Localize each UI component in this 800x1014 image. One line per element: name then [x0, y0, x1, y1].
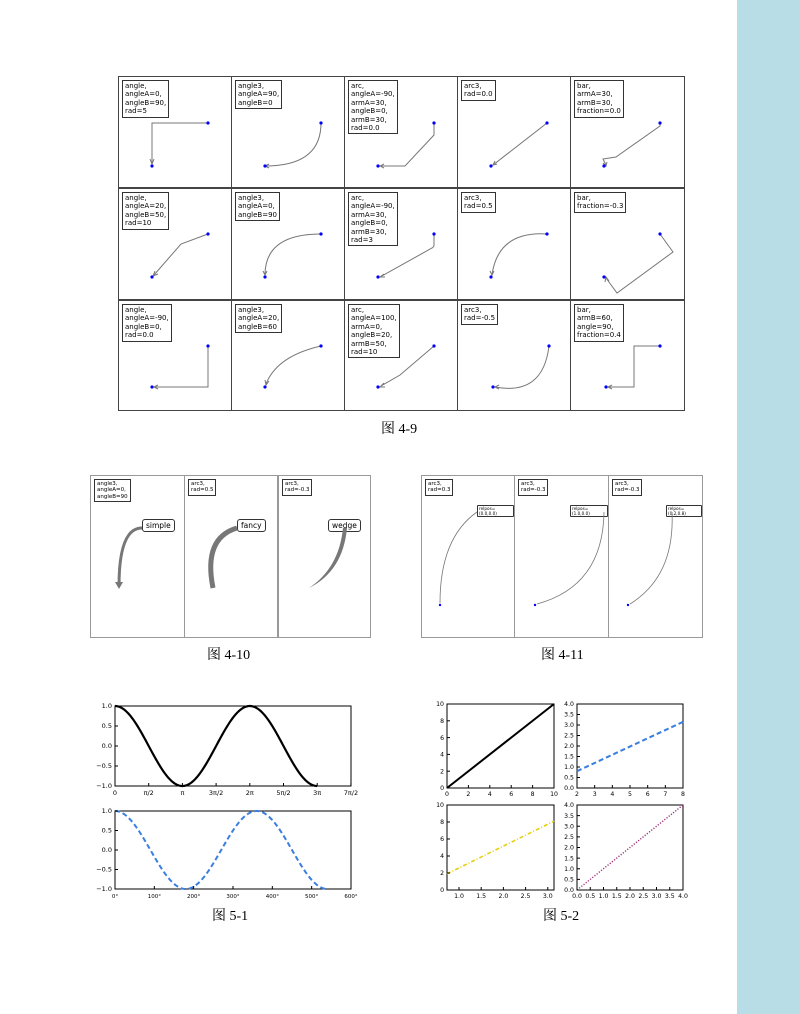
figure-caption: 图 5-1 — [212, 909, 249, 924]
x-tick-label: 1.5 — [611, 893, 622, 900]
x-tick-label: 7 — [663, 791, 668, 798]
x-tick-label: 0° — [111, 894, 119, 900]
subplot-bottom-left — [436, 802, 554, 900]
y-tick-label: 2.5 — [564, 732, 574, 740]
connection-panel-4 — [457, 76, 572, 188]
connection-panel-3 — [344, 76, 459, 188]
y-tick-label: 1.5 — [564, 753, 574, 761]
connection-style-label: arc3, rad=0.3 — [425, 479, 453, 496]
connection-arrow — [458, 301, 571, 410]
x-tick-label: 2.0 — [498, 893, 509, 900]
connection-arrow — [571, 77, 684, 187]
connection-panel-1 — [118, 76, 233, 188]
y-tick-label: 0 — [440, 785, 444, 793]
y-tick-label: 8 — [440, 718, 444, 725]
y-tick-label: 0.5 — [564, 876, 574, 884]
y-tick-label: 2 — [440, 768, 444, 776]
y-tick-label: 0.5 — [564, 774, 574, 782]
connection-panel-5 — [570, 76, 685, 188]
y-tick-label: 4.0 — [564, 701, 574, 709]
y-tick-label: 0.0 — [564, 887, 574, 895]
x-tick-label: 2.5 — [520, 893, 531, 900]
connection-panel-13 — [344, 300, 459, 411]
relpos-arrow — [515, 476, 608, 637]
y-tick-label: 0.0 — [101, 846, 112, 855]
y-tick-label: −1.0 — [96, 782, 112, 791]
y-tick-label: 1.0 — [101, 702, 112, 711]
x-tick-label: 200° — [187, 894, 201, 900]
side-strip — [737, 0, 800, 1014]
figure-caption: 图 4-11 — [541, 648, 584, 663]
x-tick-label: 3.0 — [542, 893, 553, 900]
connection-style-label: arc, angleA=-90, armA=30, angleB=0, armB=30, rad=3 — [348, 192, 398, 246]
x-tick-label: 4.0 — [678, 893, 688, 900]
subplot-bottom-right — [564, 802, 688, 900]
arrow-style-panel-wedge — [278, 475, 371, 638]
x-tick-label: 1.0 — [598, 893, 609, 900]
relpos-panel-1 — [421, 475, 515, 638]
connection-panel-14 — [457, 300, 572, 411]
connection-style-label: angle3, angleA=0, angleB=90 — [94, 479, 131, 502]
connection-arrow — [458, 77, 571, 187]
connection-style-label: arc, angleA=100, armA=0, angleB=20, armB=50, rad=10 — [348, 304, 400, 358]
connection-panel-15 — [570, 300, 685, 411]
y-tick-label: 0.0 — [101, 742, 112, 751]
x-tick-label: 500° — [305, 894, 319, 900]
data-line — [447, 704, 554, 788]
x-tick-label: 0 — [445, 791, 449, 798]
axes-frame — [447, 805, 554, 890]
y-tick-label: 10 — [436, 701, 444, 709]
relpos-panel-3 — [608, 475, 703, 638]
connection-arrow — [571, 189, 684, 299]
figure-caption: 图 5-2 — [543, 909, 580, 924]
y-tick-label: 0.5 — [101, 826, 112, 835]
relpos-arrow — [422, 476, 514, 637]
x-tick-label: 7π/2 — [343, 789, 359, 797]
x-tick-label: 4 — [487, 791, 492, 798]
data-line — [447, 821, 554, 874]
x-tick-label: 3.5 — [664, 893, 675, 900]
connection-arrow — [345, 189, 458, 299]
y-tick-label: 2 — [440, 870, 444, 878]
y-tick-label: 3.0 — [564, 823, 574, 831]
simple-arrow — [91, 476, 184, 637]
x-tick-label: 1.5 — [476, 893, 487, 900]
connection-panel-2 — [231, 76, 346, 188]
fancy-arrow — [185, 476, 277, 637]
x-tick-label: 3 — [592, 791, 597, 798]
y-tick-label: 4 — [440, 853, 444, 861]
connection-arrow — [232, 77, 345, 187]
relpos-tag: relpos=(1.0,0.0) — [570, 505, 608, 517]
x-tick-label: 2.0 — [625, 893, 635, 900]
figure-5-2-plots — [425, 697, 700, 909]
x-tick-label: 2π — [245, 789, 254, 797]
x-tick-label: 3.0 — [651, 893, 662, 900]
figure-caption: 图 4-10 — [207, 648, 251, 663]
y-tick-label: 1.0 — [101, 807, 112, 816]
y-tick-label: 3.5 — [564, 812, 574, 820]
connection-panel-9 — [457, 188, 572, 300]
connection-panel-10 — [570, 188, 685, 300]
connection-style-label: angle, angleA=-90, angleB=0, rad=0.0 — [122, 304, 172, 342]
x-tick-label: 6 — [509, 791, 514, 798]
y-tick-label: 4.0 — [564, 802, 574, 810]
arrow-tag: wedge — [328, 519, 361, 532]
connection-style-label: bar, armB=60, angle=90, fraction=0.4 — [574, 304, 624, 342]
connection-style-label: arc3, rad=-0.5 — [461, 304, 498, 325]
x-tick-label: 3π/2 — [208, 789, 224, 797]
relpos-tag: relpos=(0.0,0.0) — [477, 505, 514, 517]
y-tick-label: 3.5 — [564, 711, 574, 719]
connection-arrow — [345, 77, 458, 187]
connection-arrow — [119, 301, 232, 410]
y-tick-label: 3.0 — [564, 722, 574, 730]
y-tick-label: 6 — [440, 734, 444, 742]
connection-style-label: arc3, rad=0.5 — [461, 192, 496, 213]
axes-bottom — [115, 811, 351, 889]
connection-arrow — [458, 189, 571, 299]
y-tick-label: 2.5 — [564, 834, 574, 842]
subplot-top-right — [564, 701, 685, 798]
y-tick-label: 0 — [440, 887, 444, 895]
connection-arrow — [232, 301, 345, 410]
connection-arrow — [232, 189, 345, 299]
x-tick-label: 6 — [645, 791, 650, 798]
y-tick-label: 1.5 — [564, 855, 574, 863]
connection-panel-12 — [231, 300, 346, 411]
y-tick-label: 2.0 — [564, 844, 574, 852]
arrow-style-panel-simple — [90, 475, 185, 638]
connection-panel-7 — [231, 188, 346, 300]
x-tick-label: 10 — [550, 791, 558, 798]
connection-panel-8 — [344, 188, 459, 300]
x-tick-label: 2.5 — [638, 893, 649, 900]
subplot-top-left — [436, 701, 558, 798]
top-x-ticks — [113, 783, 358, 797]
x-tick-label: 600° — [344, 894, 358, 900]
connection-style-label: arc3, rad=0.0 — [461, 80, 496, 101]
connection-arrow — [119, 189, 232, 299]
connection-panel-6 — [118, 188, 233, 300]
y-tick-label: 0.0 — [564, 785, 574, 793]
y-tick-label: 10 — [436, 802, 444, 810]
connection-panel-11 — [118, 300, 233, 411]
x-tick-label: π/2 — [143, 789, 154, 797]
arrow-tag: fancy — [237, 519, 266, 532]
connection-style-label: arc3, rad=-0.3 — [612, 479, 642, 496]
y-tick-label: 6 — [440, 836, 444, 844]
y-tick-label: 2.0 — [564, 743, 574, 751]
x-tick-label: 5π/2 — [276, 789, 291, 797]
y-tick-label: 8 — [440, 819, 444, 827]
arrow-style-panel-fancy — [184, 475, 278, 638]
x-tick-label: 5 — [628, 791, 632, 798]
x-tick-label: π — [180, 789, 185, 797]
relpos-tag: relpos=(0.2,0.8) — [666, 505, 702, 517]
connection-arrow — [119, 77, 232, 187]
x-tick-label: 0.0 — [572, 893, 582, 900]
figure-caption: 图 4-9 — [381, 422, 418, 437]
connection-style-label: bar, fraction=-0.3 — [574, 192, 626, 213]
connection-style-label: arc, angleA=-90, armA=30, angleB=0, armB=30, rad=0.0 — [348, 80, 398, 134]
cosine-line — [115, 706, 317, 786]
wedge-arrow — [279, 476, 370, 637]
y-tick-label: 1.0 — [564, 764, 574, 772]
y-tick-label: 0.5 — [101, 722, 112, 731]
x-tick-label: 8 — [681, 791, 685, 798]
connection-style-label: bar, armA=30, armB=30, fraction=0.0 — [574, 80, 624, 118]
x-tick-label: 1.0 — [454, 893, 464, 900]
x-tick-label: 300° — [226, 894, 240, 900]
connection-style-label: angle3, angleA=0, angleB=90 — [235, 192, 280, 221]
x-tick-label: 2 — [466, 791, 471, 798]
connection-arrow — [571, 301, 684, 410]
x-tick-label: 400° — [265, 894, 279, 900]
relpos-panel-2 — [514, 475, 609, 638]
y-tick-label: 4 — [440, 751, 444, 759]
arrow-tag: simple — [142, 519, 175, 532]
y-tick-label: −0.5 — [96, 762, 112, 771]
connection-style-label: angle, angleA=0, angleB=90, rad=5 — [122, 80, 169, 118]
x-tick-label: 0 — [112, 789, 118, 797]
relpos-arrow — [609, 476, 702, 637]
data-line — [577, 805, 683, 890]
connection-style-label: arc3, rad=-0.3 — [282, 479, 312, 496]
x-tick-label: 3π — [313, 789, 322, 797]
connection-style-label: angle, angleA=20, angleB=50, rad=10 — [122, 192, 169, 230]
x-tick-label: 8 — [530, 791, 535, 798]
x-tick-label: 2 — [575, 791, 579, 798]
figure-5-1-plots — [85, 698, 370, 908]
cosine-dashed-line — [115, 811, 327, 889]
x-tick-label: 4 — [610, 791, 615, 798]
connection-style-label: arc3, rad=-0.3 — [518, 479, 548, 496]
y-tick-label: 1.0 — [564, 865, 574, 873]
data-line — [577, 722, 683, 771]
connection-style-label: angle3, angleA=20, angleB=60 — [235, 304, 282, 333]
x-tick-label: 100° — [147, 894, 161, 900]
y-tick-label: −1.0 — [96, 885, 112, 894]
connection-style-label: angle3, angleA=90, angleB=0 — [235, 80, 282, 109]
connection-arrow — [345, 301, 458, 410]
y-tick-label: −0.5 — [96, 865, 112, 874]
x-tick-label: 0.5 — [585, 893, 596, 900]
connection-style-label: arc3, rad=0.5 — [188, 479, 216, 496]
